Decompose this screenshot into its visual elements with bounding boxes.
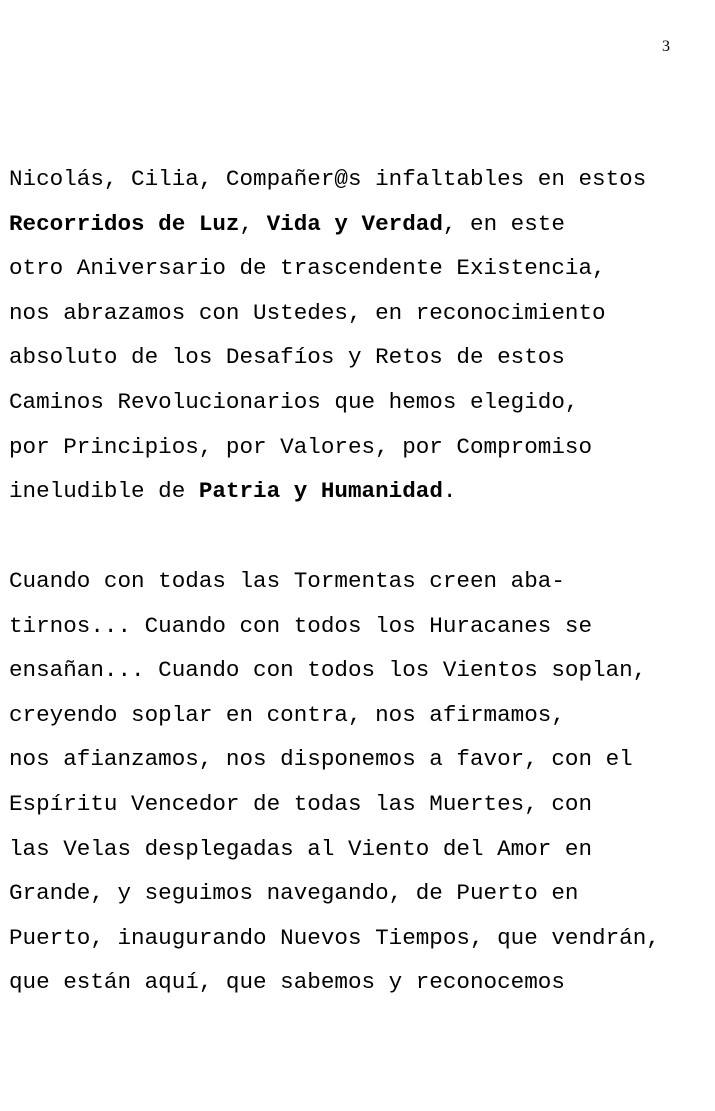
bold-phrase: Vida y Verdad bbox=[266, 210, 443, 237]
text-span: Puerto, inaugurando Nuevos Tiempos, que vendrán, bbox=[9, 924, 660, 951]
text-span: por Principios, por Valores, por Compromiso bbox=[9, 433, 593, 460]
text-span: . bbox=[442, 478, 457, 505]
text-line bbox=[9, 202, 672, 247]
text-line bbox=[9, 871, 672, 916]
text-line bbox=[9, 246, 672, 291]
text-span: , en este bbox=[442, 210, 565, 237]
text-line bbox=[9, 737, 672, 782]
text-line bbox=[9, 157, 672, 202]
text-line bbox=[9, 469, 672, 514]
text-line bbox=[9, 604, 672, 649]
text-line bbox=[9, 693, 672, 738]
text-span: nos abrazamos con Ustedes, en reconocimiento bbox=[9, 299, 606, 326]
text-span: Grande, y seguimos navegando, de Puerto en bbox=[9, 880, 579, 907]
text-span: , bbox=[239, 210, 267, 237]
page-number: 3 bbox=[662, 38, 670, 55]
text-line bbox=[9, 335, 672, 380]
bold-phrase: Patria y Humanidad bbox=[198, 478, 443, 505]
text-span: Cuando con todas las Tormentas creen aba- bbox=[9, 568, 565, 594]
text-line bbox=[9, 380, 672, 425]
text-span: las Velas desplegadas al Viento del Amor en bbox=[9, 835, 593, 862]
text-span: nos afianzamos, nos disponemos a favor, con el bbox=[9, 746, 633, 773]
text-span: que están aquí, que sabemos y reconocemos bbox=[9, 969, 565, 996]
bold-phrase: Recorridos de Luz bbox=[9, 210, 240, 237]
text-line bbox=[9, 291, 672, 336]
text-span: Espíritu Vencedor de todas las Muertes, con bbox=[9, 790, 593, 817]
text-span: ineludible de bbox=[9, 478, 199, 505]
text-span: Caminos Revolucionarios que hemos elegido, bbox=[9, 388, 579, 415]
text-span: otro Aniversario de trascendente Existencia, bbox=[9, 255, 606, 282]
text-span: creyendo soplar en contra, nos afirmamos, bbox=[9, 701, 565, 728]
text-line bbox=[9, 559, 672, 604]
text-span: Nicolás, Cilia, Compañer@s infaltables en estos bbox=[9, 166, 647, 192]
text-span: tirnos... Cuando con todos los Huracanes se bbox=[9, 612, 593, 639]
paragraph-2 bbox=[9, 559, 672, 1005]
text-line bbox=[9, 425, 672, 470]
text-span: ensañan... Cuando con todos los Vientos soplan, bbox=[9, 657, 647, 684]
text-line bbox=[9, 782, 672, 827]
paragraph-1 bbox=[9, 157, 672, 514]
text-line bbox=[9, 827, 672, 872]
text-span: absoluto de los Desafíos y Retos de estos bbox=[9, 344, 565, 371]
text-line bbox=[9, 960, 672, 1005]
text-line bbox=[9, 648, 672, 693]
text-line bbox=[9, 916, 672, 961]
